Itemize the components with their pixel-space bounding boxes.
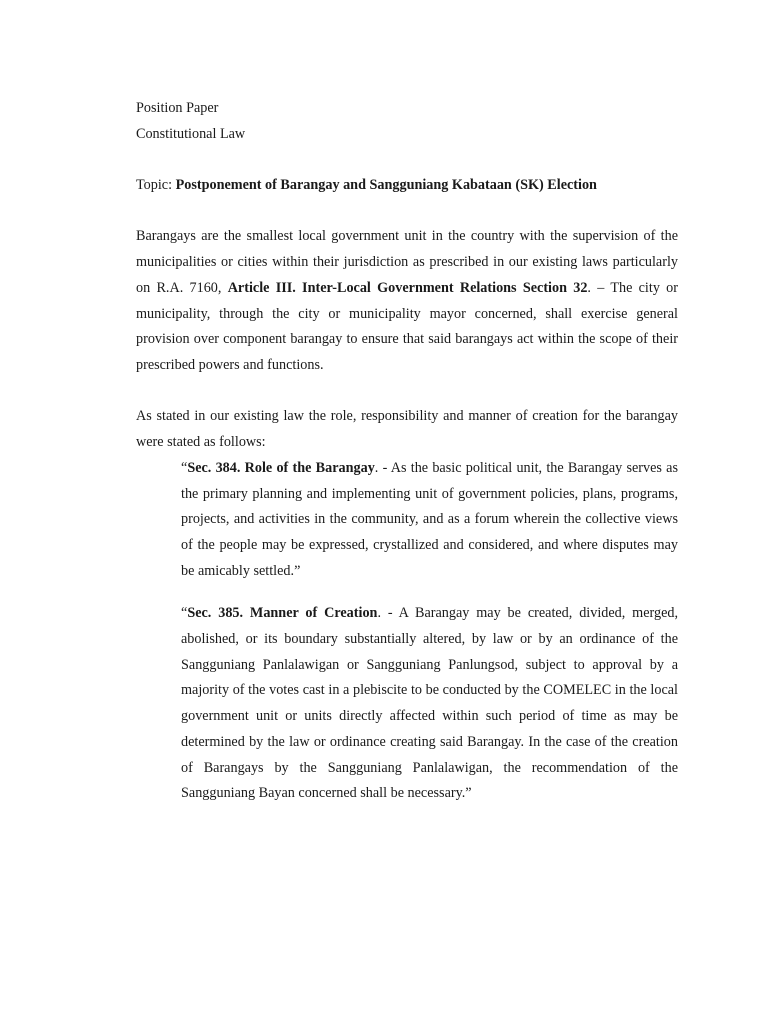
- quote-sec-384: [136, 456, 678, 585]
- quote2-text: . - A Barangay may be created, divided, merged, abolished, or its boundary substantially altered, by law or by an ordinance of the Sangguniang Panlalawigan or Sangguniang Panlungsod, subject to approval by a majority of the votes cast in a plebiscite to be conducted by the COMELEC in the local government unit or units directly affected within such period of time as may be determined by the law or ordinance creating said Barangay. In the case of the creation of Barangays by the Sangguniang Panlalawigan, the recommendation of the Sangguniang Bayan concerned shall be necessary.”: [181, 605, 679, 802]
- quote2-open-mark: “: [181, 605, 188, 622]
- quote-sec-385: [136, 601, 678, 807]
- header-line-subject: Constitutional Law: [136, 125, 246, 142]
- topic-title: Postponement of Barangay and Sangguniang Kabataan (SK) Election: [175, 177, 597, 194]
- paragraph1-text-a: Barangays are the smallest local government unit in the country with the supervision of the municipalities or cities within their jurisdiction as prescribed in our existing laws particularly on R.A. 7160,: [136, 228, 678, 296]
- quote2-heading: Sec. 385. Manner of Creation: [187, 605, 378, 622]
- topic-label: Topic:: [136, 177, 176, 194]
- paragraph1-bold-citation: Article III. Inter-Local Government Relations Section 32: [227, 279, 588, 296]
- paragraph-existing-law: As stated in our existing law the role, responsibility and manner of creation for the barangay were stated as follows:: [136, 408, 678, 451]
- quote1-text: . - As the basic political unit, the Barangay serves as the primary planning and implementing unit of government policies, plans, programs, projects, and activities in the community, and as a forum wherein the collective views of the people may be expressed, crystallized and considered, and where disputes may be amicably settled.”: [181, 459, 678, 579]
- quote1-heading: Sec. 384. Role of the Barangay: [187, 459, 375, 476]
- header-line-position-paper: Position Paper: [136, 100, 219, 116]
- document-body: [136, 96, 678, 807]
- topic-line: [136, 173, 678, 199]
- paragraph1-text-b: . – The city or municipality, through the city or municipality mayor concerned, shall exercise general provision over component barangay to ensure that said barangays act within the scope of their prescribed powers and functions.: [136, 279, 678, 373]
- quote1-open-mark: “: [181, 459, 188, 476]
- paragraph-barangay-definition: [136, 224, 678, 378]
